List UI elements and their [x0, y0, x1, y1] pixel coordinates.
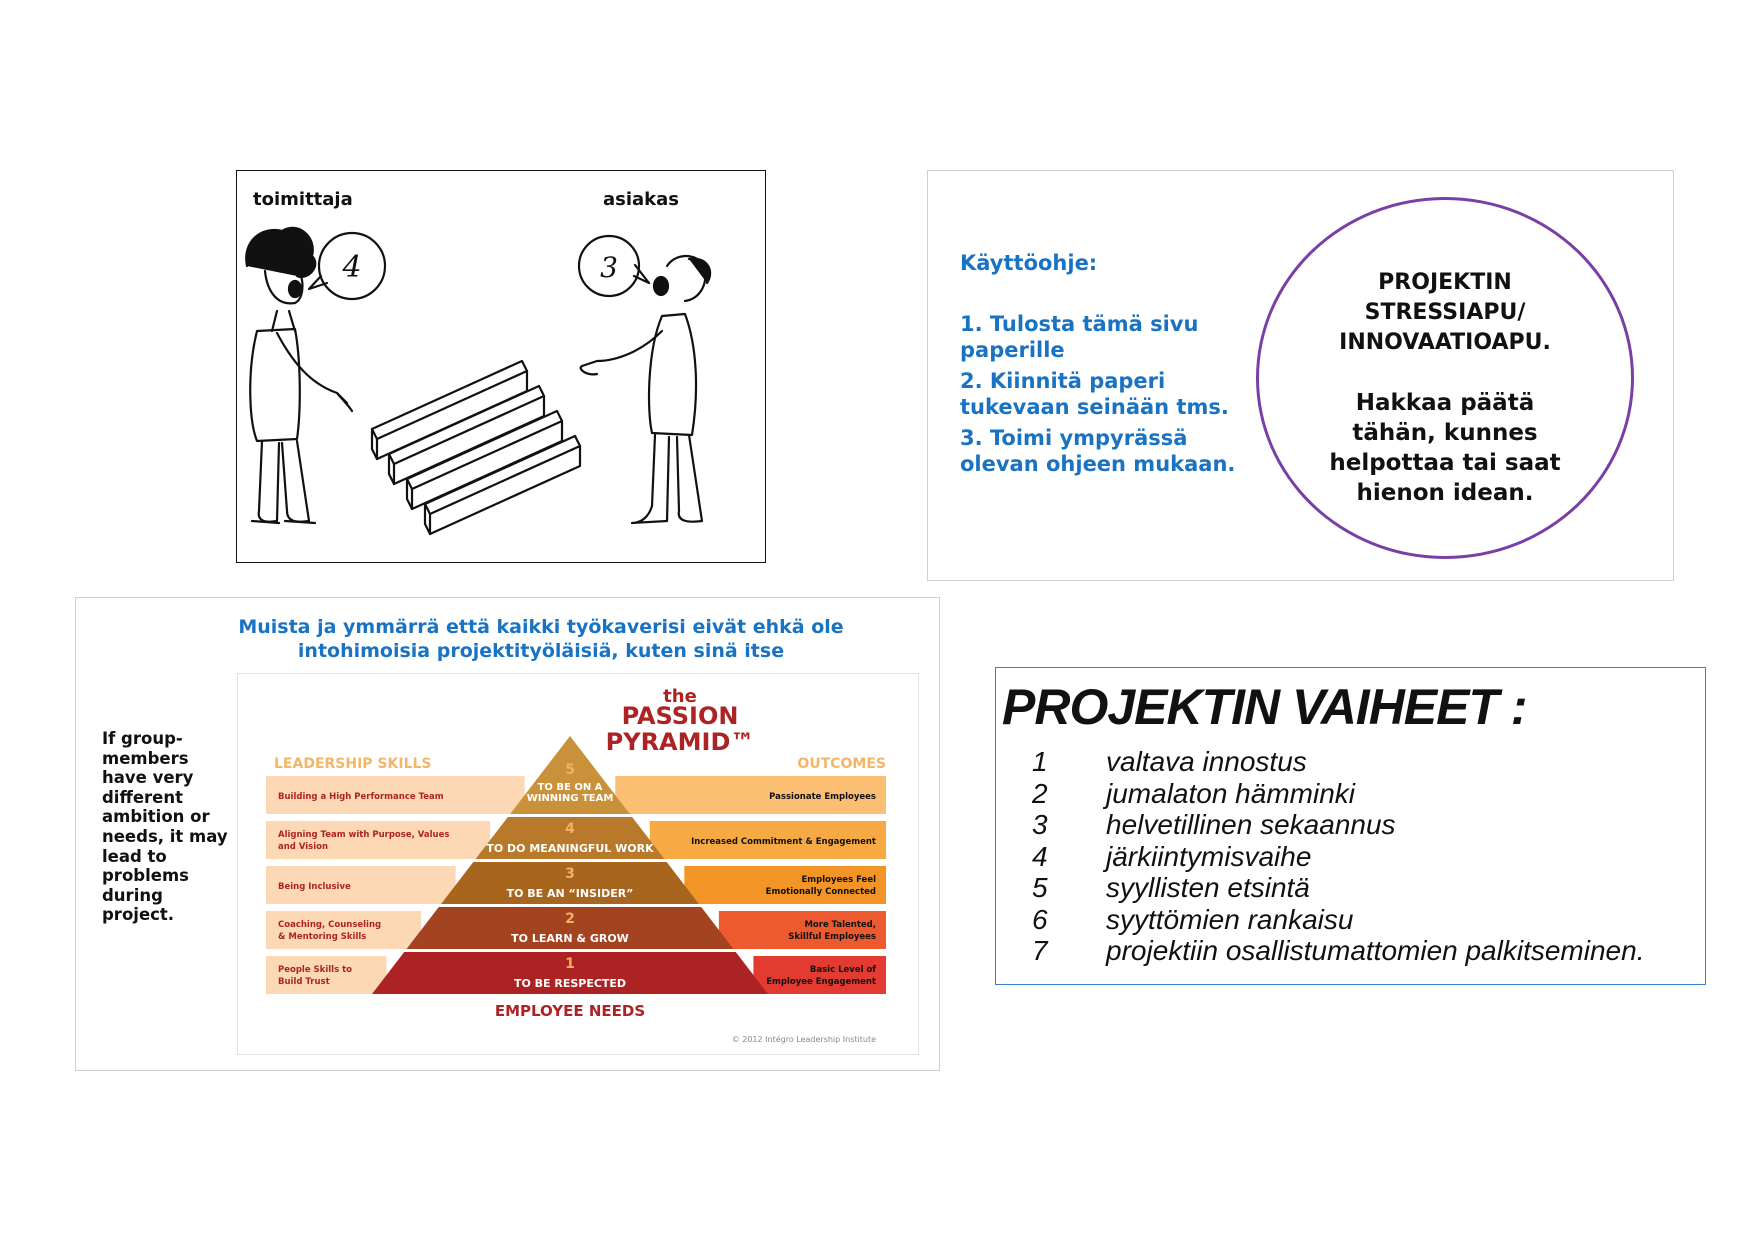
outcome-text: Emotionally Connected — [765, 887, 876, 897]
supplier-figure — [246, 228, 352, 523]
skill-band — [266, 821, 490, 859]
passion-pyramid-figure — [237, 673, 919, 1055]
leadership-skill-text: & Mentoring Skills — [278, 932, 367, 942]
project-phases-panel — [995, 667, 1706, 985]
stress-relief-circle[interactable] — [1256, 197, 1634, 559]
circle-heading-line: STRESSIAPU/ — [1364, 300, 1526, 325]
cartoon-panel — [236, 170, 766, 563]
skill-band — [266, 956, 387, 994]
pyramid-title-line2: PYRAMID™ — [605, 728, 755, 756]
leadership-skill-text: People Skills to — [278, 965, 352, 975]
phase-number: 3 — [1032, 809, 1048, 840]
employee-need-text: TO DO MEANINGFUL WORK — [486, 842, 654, 855]
instruction-step: 1. Tulosta tämä sivu paperille — [960, 312, 1199, 362]
customer-label: asiakas — [603, 189, 680, 210]
employee-needs-label: EMPLOYEE NEEDS — [494, 1002, 646, 1020]
phase-number: 5 — [1032, 872, 1048, 903]
passion-pyramid-panel — [75, 597, 940, 1071]
phase-text: syyttömien rankaisu — [1106, 903, 1354, 935]
passion-heading — [226, 615, 856, 663]
instructions-panel — [927, 170, 1674, 581]
supplier-label: toimittaja — [253, 189, 353, 210]
leadership-skills-header: LEADERSHIP SKILLS — [274, 756, 432, 772]
instructions-title: Käyttöohje: — [960, 251, 1098, 275]
skill-band — [266, 911, 421, 949]
passion-heading-line: Muista ja ymmärrä että kaikki työkaverisi eivät ehkä ole — [238, 616, 844, 638]
outcome-text: Skillful Employees — [788, 932, 876, 942]
instruction-step: 3. Toimi ympyrässä olevan ohjeen mukaan. — [960, 426, 1236, 476]
level-number: 3 — [565, 866, 575, 882]
level-number: 4 — [565, 821, 575, 837]
instructions-steps — [960, 311, 1250, 482]
leadership-skill-text: Coaching, Counseling — [278, 920, 382, 930]
beams-illustration — [372, 361, 580, 534]
circle-body — [1259, 388, 1631, 508]
phase-number: 7 — [1032, 935, 1048, 966]
phase-number: 4 — [1032, 840, 1048, 872]
instruction-step: 2. Kiinnitä paperi tukevaan seinään tms. — [960, 369, 1229, 419]
leadership-skill-text: Being Inclusive — [278, 882, 351, 892]
phase-text: helvetillinen sekaannus — [1106, 809, 1396, 840]
phase-number: 2 — [1032, 777, 1048, 809]
outcome-text: Employee Engagement — [766, 977, 876, 987]
phases-title: PROJEKTIN VAIHEET : — [1002, 679, 1527, 735]
phase-number: 6 — [1032, 903, 1048, 935]
passion-heading-line: intohimoisia projektityöläisiä, kuten sinä itse — [297, 640, 785, 662]
outcome-text: Passionate Employees — [769, 792, 876, 802]
employee-need-text: TO BE RESPECTED — [513, 977, 627, 990]
circle-heading — [1259, 268, 1631, 358]
side-note: If group-members have very different ambition or needs, it may lead to problems during project. — [102, 729, 228, 925]
pyramid-title-small: the — [663, 686, 697, 707]
pyramid-copyright: © 2012 Intégro Leadership Institute — [731, 1035, 876, 1044]
level-number: 5 — [565, 762, 575, 778]
employee-need-text: TO BE ON A — [537, 782, 603, 793]
pyramid-title-line1: PASSION — [621, 702, 739, 730]
employee-need-text: TO LEARN & GROW — [511, 932, 629, 945]
outcomes-header: OUTCOMES — [797, 756, 886, 772]
phase-text: järkiintymisvaihe — [1106, 840, 1312, 872]
phase-text: valtava innostus — [1106, 746, 1307, 777]
circle-body-line: helpottaa tai saat — [1329, 450, 1561, 476]
outcome-text: More Talented, — [804, 920, 876, 930]
leadership-skill-text: Building a High Performance Team — [278, 792, 444, 802]
circle-heading-line: PROJEKTIN — [1378, 270, 1512, 295]
outcome-band — [719, 911, 886, 949]
outcome-band — [684, 866, 886, 904]
pyramid-graphic — [238, 674, 918, 1054]
level-number: 2 — [565, 911, 575, 927]
outcome-text: Employees Feel — [801, 875, 876, 885]
phase-text: syyllisten etsintä — [1106, 872, 1310, 903]
employee-need-text: WINNING TEAM — [526, 793, 614, 804]
phase-text: projektiin osallistumattomien palkitseminen. — [1106, 935, 1645, 966]
phase-number: 1 — [1032, 746, 1048, 777]
bubble-left-value: 4 — [342, 250, 362, 285]
outcome-band — [753, 956, 886, 994]
customer-figure — [581, 256, 710, 523]
circle-body-line: hienon idean. — [1356, 480, 1534, 506]
phase-text: jumalaton hämminki — [1106, 777, 1355, 809]
bubble-right-value: 3 — [600, 251, 618, 284]
leadership-skill-text: Aligning Team with Purpose, Values — [278, 830, 450, 840]
level-number: 1 — [565, 956, 575, 972]
circle-body-line: Hakkaa päätä — [1355, 390, 1535, 416]
circle-body-line: tähän, kunnes — [1352, 420, 1538, 446]
circle-heading-line: INNOVAATIOAPU. — [1339, 330, 1551, 355]
leadership-skill-text: and Vision — [278, 842, 329, 852]
employee-need-text: TO BE AN “INSIDER” — [506, 887, 634, 900]
leadership-skill-text: Build Trust — [278, 977, 330, 987]
cartoon-illustration — [237, 171, 765, 561]
outcome-text: Basic Level of — [809, 965, 876, 975]
outcome-text: Increased Commitment & Engagement — [691, 837, 876, 847]
